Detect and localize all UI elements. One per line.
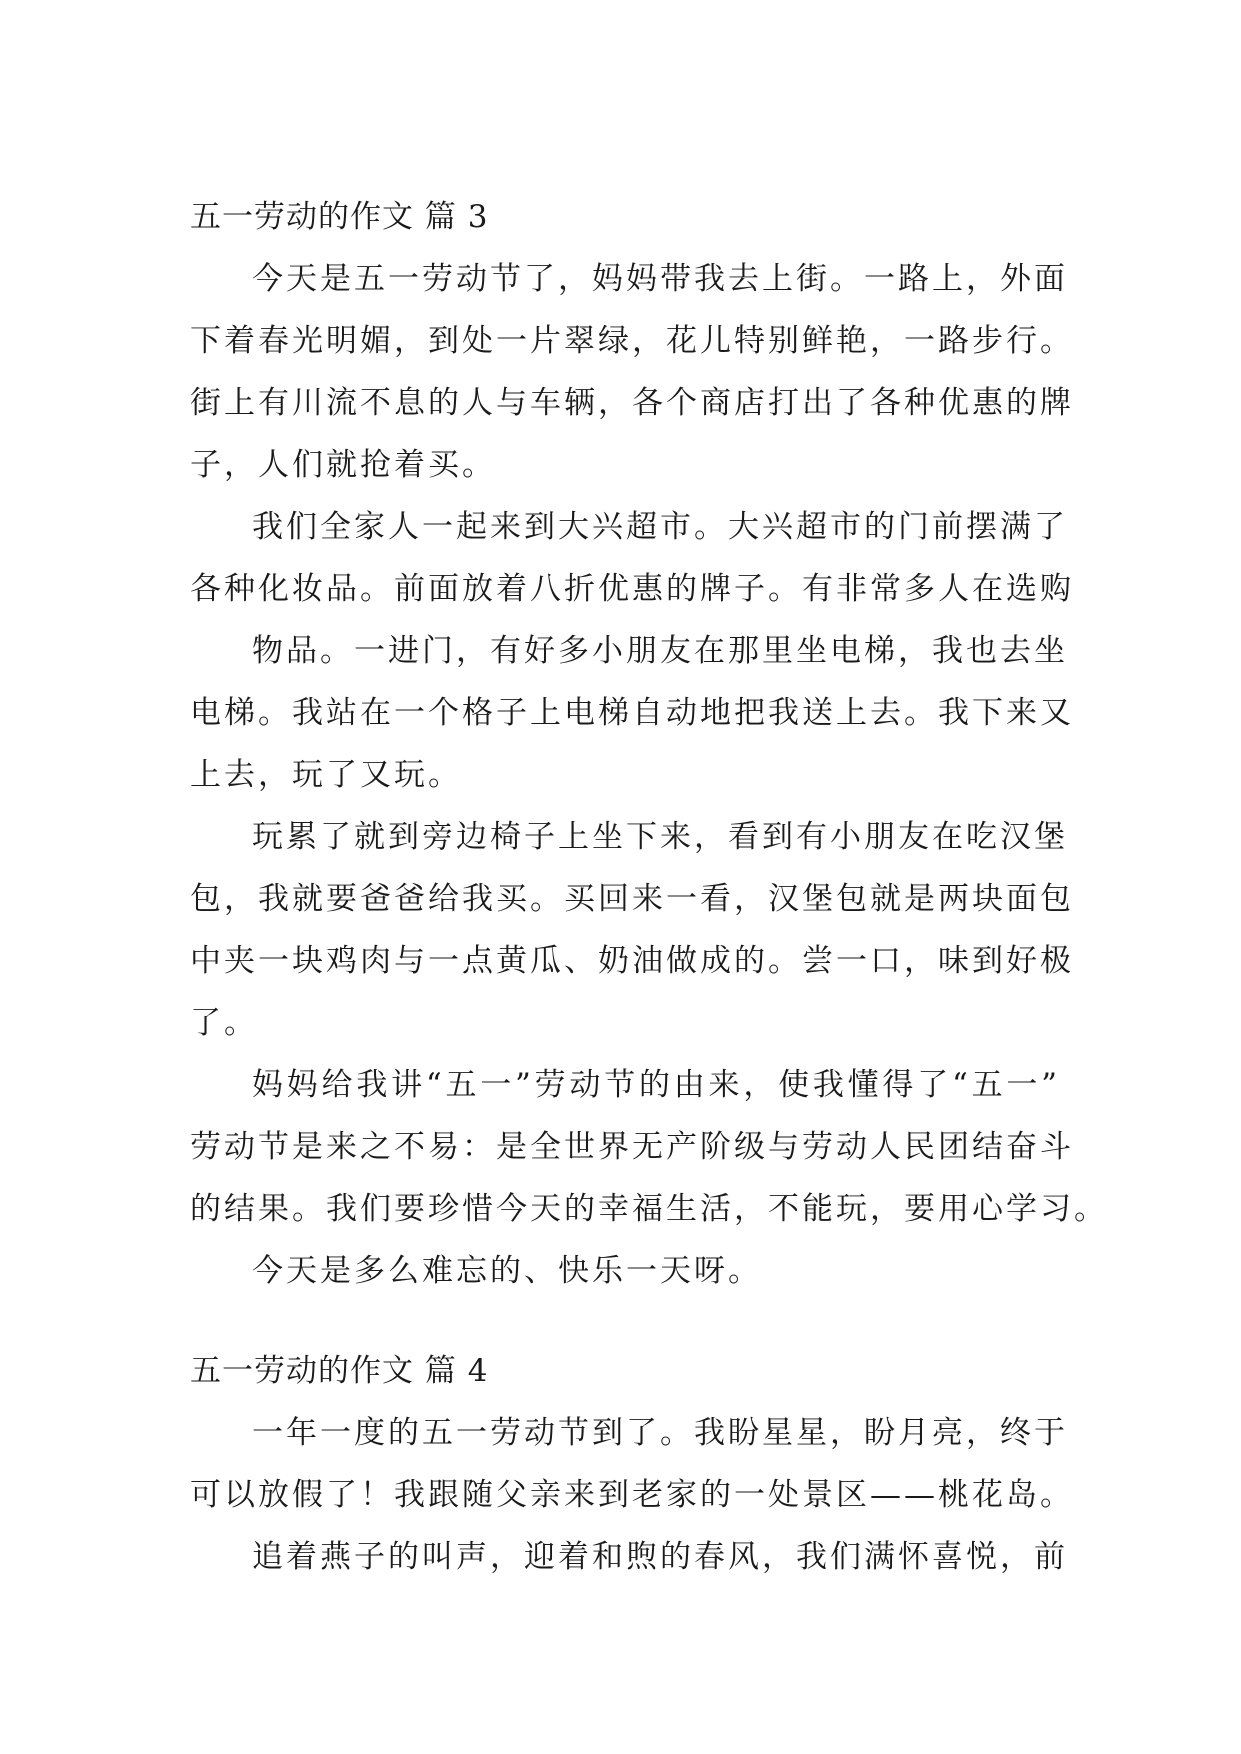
section-title: 五一劳动的作文 篇 4	[190, 1353, 489, 1389]
paragraph-line: 今天是五一劳动节了，妈妈带我去上街。一路上，外面	[252, 261, 1068, 297]
paragraph-line: 追着燕子的叫声，迎着和煦的春风，我们满怀喜悦，前	[252, 1539, 1068, 1575]
section-title: 五一劳动的作文 篇 3	[190, 199, 489, 235]
paragraph-line: 上去，玩了又玩。	[190, 757, 462, 793]
paragraph-line: 下着春光明媚，到处一片翠绿，花儿特别鲜艳，一路步行。	[190, 323, 1074, 359]
paragraph-line: 玩累了就到旁边椅子上坐下来，看到有小朋友在吃汉堡	[252, 819, 1068, 855]
paragraph-line: 包，我就要爸爸给我买。买回来一看，汉堡包就是两块面包	[190, 881, 1074, 917]
paragraph-line: 了。	[190, 1005, 258, 1041]
paragraph-line: 可以放假了！我跟随父亲来到老家的一处景区——桃花岛。	[190, 1477, 1074, 1513]
paragraph-line: 我们全家人一起来到大兴超市。大兴超市的门前摆满了	[252, 509, 1068, 545]
paragraph-line: 一年一度的五一劳动节到了。我盼星星，盼月亮，终于	[252, 1415, 1068, 1451]
paragraph-line: 街上有川流不息的人与车辆，各个商店打出了各种优惠的牌	[190, 385, 1074, 421]
paragraph-line: 劳动节是来之不易：是全世界无产阶级与劳动人民团结奋斗	[190, 1129, 1074, 1165]
paragraph-line: 的结果。我们要珍惜今天的幸福生活，不能玩，要用心学习。	[190, 1191, 1108, 1227]
paragraph-line: 妈妈给我讲“五一”劳动节的由来，使我懂得了“五一”	[252, 1067, 1060, 1103]
paragraph-line: 中夹一块鸡肉与一点黄瓜、奶油做成的。尝一口，味到好极	[190, 943, 1074, 979]
paragraph-line: 今天是多么难忘的、快乐一天呀。	[252, 1253, 762, 1289]
paragraph-line: 电梯。我站在一个格子上电梯自动地把我送上去。我下来又	[190, 695, 1074, 731]
paragraph-line: 物品。一进门，有好多小朋友在那里坐电梯，我也去坐	[252, 633, 1068, 669]
paragraph-line: 各种化妆品。前面放着八折优惠的牌子。有非常多人在选购	[190, 571, 1074, 607]
paragraph-line: 子，人们就抢着买。	[190, 447, 496, 483]
